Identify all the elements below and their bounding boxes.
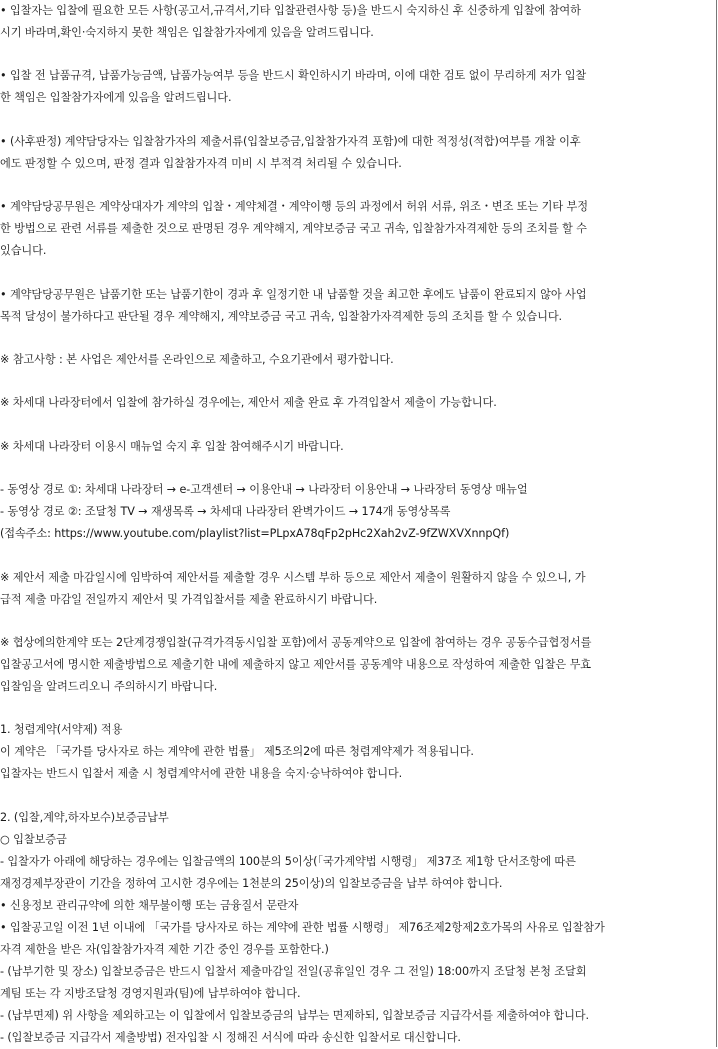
text-line: - 동영상 경로 ②: 조달청 TV → 재생목록 → 차세대 나라장터 완벽가이드 → 174개 동영상목록: [0, 505, 451, 519]
text-line: • 신용정보 관리규약에 의한 채무불이행 또는 금융질서 문란자: [0, 898, 299, 912]
text-line: • 입찰공고일 이전 1년 이내에 「국가를 당사자로 하는 계약에 관한 법률 시행령」 제76조제2항제2호가목의 사유로 입찰참가: [0, 920, 605, 934]
text-line: 급적 제출 마감일 전일까지 제안서 및 가격입찰서를 제출 완료하시기 바랍니다.: [0, 592, 378, 606]
blank-line: [0, 458, 716, 479]
blank-line: [0, 414, 716, 435]
text-line: ※ 차세대 나라장터에서 입찰에 참가하실 경우에는, 제안서 제출 완료 후 가격입찰서 제출이 가능합니다.: [0, 396, 497, 410]
text-line: 1. 청렴계약(서약제) 적용: [0, 723, 123, 737]
text-line: ○ 입찰보증금: [0, 832, 67, 846]
text-line: - (입찰보증금 지급각서 제출방법) 전자입찰 시 정해진 서식에 따라 송신한 입찰서로 대신합니다.: [0, 1030, 461, 1044]
blank-line: [0, 371, 716, 392]
text-line: - 입찰자가 아래에 해당하는 경우에는 입찰금액의 100분의 5이상(「국가계약법 시행령」 제37조 제1항 단서조항에 따른: [0, 854, 576, 868]
blank-line: [0, 262, 716, 283]
text-line: ※ 제안서 제출 마감일시에 임박하여 제안서를 제출할 경우 시스템 부하 등으로 제안서 제출이 원활하지 않을 수 있으니, 가: [0, 570, 586, 584]
text-line: 목적 달성이 불가하다고 판단될 경우 계약해지, 계약보증금 국고 귀속, 입찰참가자격제한 등의 조치를 할 수 있습니다.: [0, 309, 562, 323]
text-line: • 계약담당공무원은 계약상대자가 계약의 입찰・계약체결・계약이행 등의 과정에서 허위 서류, 위조・변조 또는 기타 부정: [0, 200, 588, 214]
blank-line: [0, 698, 716, 719]
text-line: 입찰자는 반드시 입찰서 제출 시 청렴계약서에 관한 내용을 숙지·승낙하여야 합니다.: [0, 767, 403, 781]
text-line: ※ 협상에의한계약 또는 2단계경쟁입찰(규격가격동시입찰 포함)에서 공동계약으로 입찰에 참여하는 경우 공동수급협정서를: [0, 635, 592, 649]
text-line: 계팀 또는 각 지방조달청 경영지원과(팀)에 납부하여야 합니다.: [0, 986, 301, 1000]
text-line: 재정경제부장관이 기간을 정하여 고시한 경우에는 1천분의 25이상)의 입찰보증금을 납부 하여야 합니다.: [0, 876, 503, 890]
blank-line: [0, 611, 716, 632]
text-line: - 동영상 경로 ①: 차세대 나라장터 → e-고객센터 → 이용안내 → 나라장터 이용안내 → 나라장터 동영상 매뉴얼: [0, 483, 528, 497]
blank-line: [0, 175, 716, 196]
right-border: [716, 0, 717, 1047]
blank-line: [0, 109, 716, 130]
text-line: • 입찰 전 납품규격, 납품가능금액, 납품가능여부 등을 반드시 확인하시기 바라며, 이에 대한 검토 없이 무리하게 저가 입찰: [0, 69, 587, 83]
text-line: - (납부기한 및 장소) 입찰보증금은 반드시 입찰서 제출마감일 전일(공휴일인 경우 그 전일) 18:00까지 조달청 본청 조달회: [0, 964, 587, 978]
text-line: • 입찰자는 입찰에 필요한 모든 사항(공고서,규격서,기타 입찰관련사항 등)을 반드시 숙지하신 후 신중하게 입찰에 참여하: [0, 4, 581, 17]
blank-line: [0, 328, 716, 349]
text-line: 에도 판정할 수 있으며, 판정 결과 입찰참가자격 미비 시 부적격 처리될 수 있습니다.: [0, 156, 402, 170]
blank-line: [0, 44, 716, 65]
text-line: 입찰임을 알려드리오니 주의하시기 바랍니다.: [0, 679, 218, 693]
text-line: ※ 차세대 나라장터 이용시 매뉴얼 숙지 후 입찰 참여해주시기 바랍니다.: [0, 439, 344, 453]
blank-line: [0, 545, 716, 566]
text-line: - (납부면제) 위 사항을 제외하고는 이 입찰에서 입찰보증금의 납부는 면제하되, 입찰보증금 지급각서를 제출하여야 합니다.: [0, 1008, 589, 1022]
text-line: • (사후판정) 계약담당자는 입찰참가자의 제출서류(입찰보증금,입찰참가자격 포함)에 대한 적정성(적합)여부를 개찰 이후: [0, 134, 581, 148]
blank-line: [0, 785, 716, 806]
text-line: 자격 제한을 받은 자(입찰참가자격 제한 기간 중인 경우를 포함한다.): [0, 942, 329, 956]
text-line: 2. (입찰,계약,하자보수)보증금납부: [0, 810, 169, 824]
text-line: (접속주소: https://www.youtube.com/playlist?list=PLpxA78qFp2pHc2Xah2vZ-9fZWXVXnnpQf): [0, 527, 510, 541]
text-line: 이 계약은 「국가를 당사자로 하는 계약에 관한 법률」 제5조의2에 따른 청렴계약제가 적용됩니다.: [0, 745, 474, 759]
text-line: ※ 참고사항 : 본 사업은 제안서를 온라인으로 제출하고, 수요기관에서 평가합니다.: [0, 352, 394, 366]
text-line: • 계약담당공무원은 납품기한 또는 납품기한이 경과 후 일정기한 내 납품할 것을 최고한 후에도 납품이 완료되지 않아 사업: [0, 287, 587, 301]
text-line: 있습니다.: [0, 244, 47, 258]
text-line: 입찰공고서에 명시한 제출방법으로 제출기한 내에 제출하지 않고 제안서를 공동계약 내용으로 작성하여 제출한 입찰은 무효: [0, 657, 591, 671]
text-line: 시기 바라며,확인·숙지하지 못한 책임은 입찰참가자에게 있음을 알려드립니다.: [0, 26, 374, 39]
text-line: 한 방법으로 관련 서류를 제출한 것으로 판명된 경우 계약해지, 계약보증금 국고 귀속, 입찰참가자격제한 등의 조치를 할 수: [0, 222, 587, 236]
text-line: 한 책임은 입찰참가자에게 있음을 알려드립니다.: [0, 91, 232, 105]
